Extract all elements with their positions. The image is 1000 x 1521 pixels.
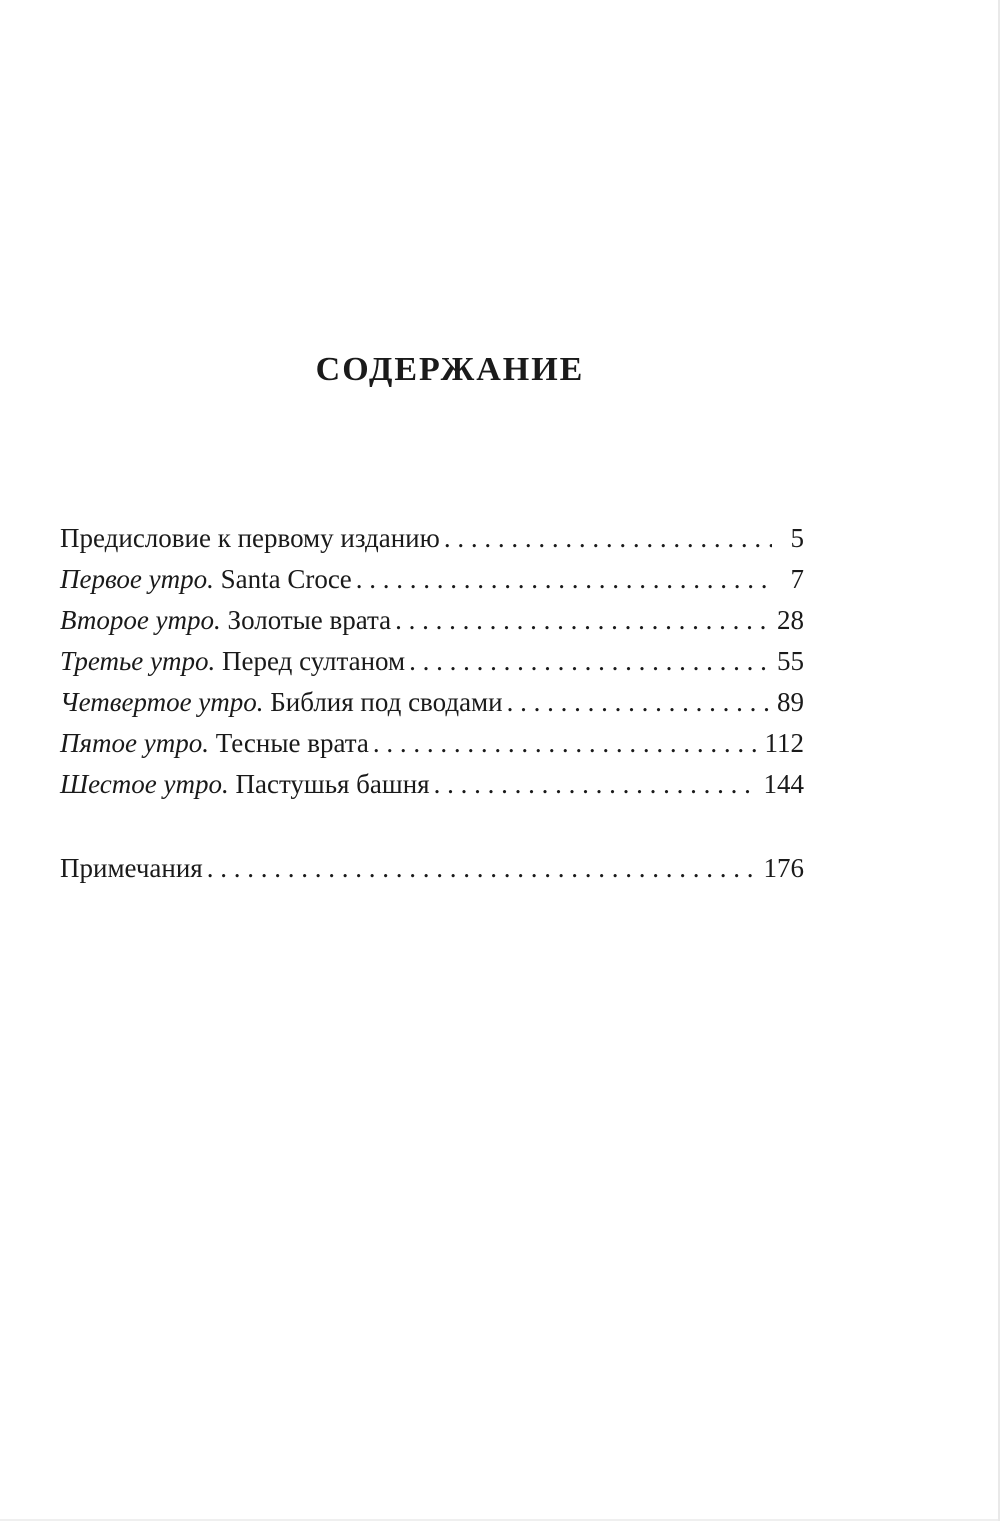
toc-page-number: 176: [763, 853, 804, 883]
toc-page-number: 7: [790, 564, 804, 594]
dot-leader: [356, 559, 772, 600]
toc-entry-italic: Четвертое утро.: [60, 687, 264, 717]
toc-page-number: 89: [777, 687, 804, 717]
toc-entry-italic: Первое утро.: [60, 564, 214, 594]
toc-entry-label: [60, 641, 405, 682]
toc-page-number: 112: [764, 728, 804, 758]
toc-entry-text: Библия под сводами: [263, 687, 503, 717]
toc-entry-label: [60, 764, 430, 805]
dot-leader: [409, 641, 771, 682]
toc-entry-italic: Пятое утро.: [60, 728, 210, 758]
dot-leader: [207, 848, 758, 889]
toc-entry: [60, 848, 804, 889]
toc-entry: [60, 518, 804, 559]
toc-entry-label: [60, 723, 369, 764]
table-of-contents: [60, 518, 804, 889]
toc-page-number: 55: [777, 646, 804, 676]
toc-entry: [60, 559, 804, 600]
toc-entry-text: Тесные врата: [209, 728, 369, 758]
dot-leader: [444, 518, 772, 559]
toc-entry-text: Предисловие к первому изданию: [60, 523, 440, 553]
toc-entry: [60, 641, 804, 682]
dot-leader: [373, 723, 759, 764]
toc-entry-text: Santa Croce: [213, 564, 352, 594]
toc-entry-label: [60, 848, 203, 889]
toc-entry-text: Примечания: [60, 853, 203, 883]
toc-entry-label: [60, 682, 503, 723]
toc-entry: [60, 723, 804, 764]
toc-entry-italic: Третье утро.: [60, 646, 216, 676]
toc-entry: [60, 600, 804, 641]
toc-entry-italic: Шестое утро.: [60, 769, 229, 799]
toc-entry-label: [60, 600, 391, 641]
toc-page-number: 28: [777, 605, 804, 635]
toc-entry: [60, 682, 804, 723]
toc-entry-text: Перед султаном: [215, 646, 406, 676]
toc-entry-text: Золотые врата: [220, 605, 392, 635]
toc-entry-label: [60, 559, 352, 600]
toc-entry-italic: Второе утро.: [60, 605, 221, 635]
dot-leader: [395, 600, 771, 641]
toc-entry-text: Пастушья башня: [228, 769, 430, 799]
toc-entry: [60, 764, 804, 805]
toc-page-number: 5: [790, 523, 804, 553]
toc-page-number: 144: [763, 769, 804, 799]
page-title: СОДЕРЖАНИЕ: [315, 351, 585, 388]
dot-leader: [507, 682, 771, 723]
toc-entry-label: [60, 518, 440, 559]
dot-leader: [434, 764, 758, 805]
